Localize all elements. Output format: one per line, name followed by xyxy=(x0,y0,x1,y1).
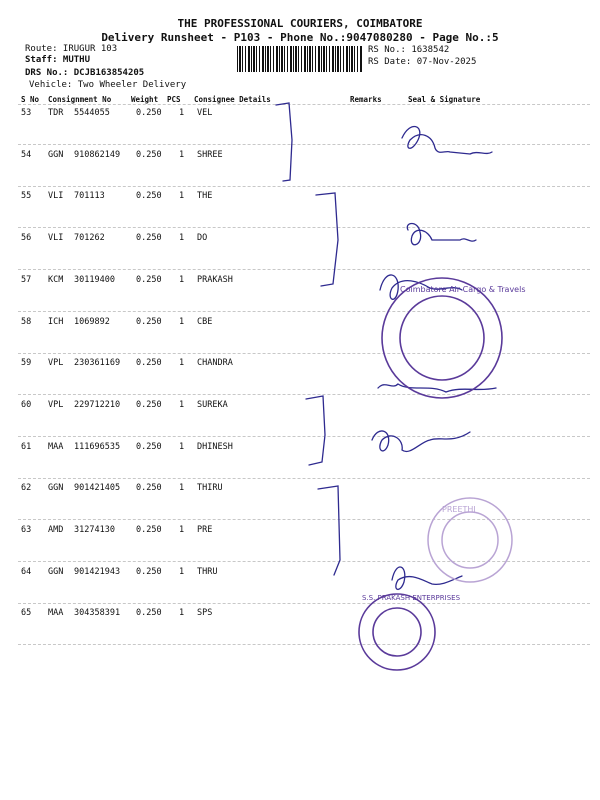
cell-prefix: AMD xyxy=(48,525,64,535)
cell-pcs: 1 xyxy=(179,483,185,494)
col-pcs: PCS xyxy=(167,95,181,104)
cell-consignee: PRAKASH xyxy=(197,274,233,285)
cell-number: 701262 xyxy=(74,233,105,244)
cell-number: 111696535 xyxy=(74,441,121,452)
cell-prefix: VPL xyxy=(48,399,64,410)
col-weight: Weight xyxy=(131,95,159,104)
cell-prefix: ICH xyxy=(48,316,64,327)
cell-number: 910862149 xyxy=(74,149,121,160)
cell-consignee: PRE xyxy=(197,525,213,535)
cell-prefix: MAA xyxy=(48,441,64,452)
cell-sno: 53 xyxy=(21,108,32,118)
stamp-ring xyxy=(442,512,498,568)
cell-sno: 59 xyxy=(21,358,32,369)
col-consignee: Consignee Details xyxy=(194,95,271,104)
cell-number: 30119400 xyxy=(74,274,115,285)
cell-weight: 0.250 xyxy=(136,358,162,369)
cell-consignee: CBE xyxy=(197,316,213,327)
cell-consignee: CHANDRA xyxy=(197,358,233,369)
cell-number: 901421405 xyxy=(74,483,121,494)
cell-prefix: VLI xyxy=(48,191,64,202)
runsheet-title: Delivery Runsheet - P103 - Phone No.:9047080280 - Page No.:5 xyxy=(101,31,499,44)
cell-prefix: VLI xyxy=(48,233,64,244)
cell-number: 304358391 xyxy=(74,608,121,619)
cell-weight: 0.250 xyxy=(136,149,162,160)
cell-pcs: 1 xyxy=(179,441,185,452)
cell-prefix: KCM xyxy=(48,274,64,285)
cell-pcs: 1 xyxy=(179,191,185,202)
cell-weight: 0.250 xyxy=(136,191,162,202)
vehicle-label: Vehicle: Two Wheeler Delivery xyxy=(29,80,187,90)
cell-pcs: 1 xyxy=(179,316,185,327)
cell-prefix: GGN xyxy=(48,149,64,160)
col-seal: Seal & Signature xyxy=(408,95,481,104)
cell-number: 1069892 xyxy=(74,316,110,327)
cell-weight: 0.250 xyxy=(136,399,162,410)
cell-sno: 61 xyxy=(21,441,32,452)
stamp-2-text: PREETHI xyxy=(442,505,476,514)
cell-number: 229712210 xyxy=(74,399,121,410)
bracket-mark xyxy=(276,103,292,181)
cell-sno: 58 xyxy=(21,316,32,327)
stamp-1 xyxy=(382,278,502,398)
cell-pcs: 1 xyxy=(179,525,185,535)
cell-sno: 60 xyxy=(21,399,32,410)
cell-sno: 65 xyxy=(21,608,32,619)
bracket-mark xyxy=(306,396,325,465)
cell-pcs: 1 xyxy=(179,108,185,118)
cell-sno: 62 xyxy=(21,483,32,494)
cell-consignee: SUREKA xyxy=(197,399,228,410)
cell-sno: 56 xyxy=(21,233,32,244)
drs-label: DRS No.: DCJB163854205 xyxy=(25,68,145,78)
cell-weight: 0.250 xyxy=(136,274,162,285)
cell-weight: 0.250 xyxy=(136,441,162,452)
cell-number: 701113 xyxy=(74,191,105,202)
signature xyxy=(372,431,470,452)
cell-weight: 0.250 xyxy=(136,108,162,118)
bracket-mark xyxy=(316,193,338,286)
cell-prefix: VPL xyxy=(48,358,64,369)
cell-consignee: THIRU xyxy=(197,483,223,494)
cell-pcs: 1 xyxy=(179,233,185,244)
cell-consignee: THRU xyxy=(197,566,218,577)
route-label: Route: IRUGUR 103 xyxy=(25,44,118,54)
cell-number: 5544055 xyxy=(74,108,110,118)
stamp-ring xyxy=(359,594,435,670)
cell-consignee: DHINESH xyxy=(197,441,233,452)
rs-number: RS No.: 1638542 xyxy=(368,45,450,55)
cell-number: 230361169 xyxy=(74,358,121,369)
stamp-ring xyxy=(400,296,484,380)
signature xyxy=(402,126,492,154)
cell-sno: 54 xyxy=(21,149,32,160)
cell-consignee: SHREE xyxy=(197,149,223,160)
cell-pcs: 1 xyxy=(179,608,185,619)
stamp-1-text: Coimbatore Air Cargo & Travels xyxy=(400,285,526,294)
stamp-ring xyxy=(373,608,421,656)
cell-sno: 64 xyxy=(21,566,32,577)
cell-prefix: GGN xyxy=(48,566,64,577)
cell-prefix: MAA xyxy=(48,608,64,619)
stamp-3 xyxy=(359,594,435,670)
bracket-mark xyxy=(318,486,340,575)
cell-weight: 0.250 xyxy=(136,525,162,535)
stamp-3-text: S.S. PRAKASH ENTERPRISES xyxy=(362,594,461,602)
cell-weight: 0.250 xyxy=(136,608,162,619)
cell-sno: 63 xyxy=(21,525,32,535)
cell-consignee: SPS xyxy=(197,608,213,619)
signature xyxy=(407,224,476,245)
cell-pcs: 1 xyxy=(179,399,185,410)
cell-number: 901421943 xyxy=(74,566,121,577)
cell-sno: 57 xyxy=(21,274,32,285)
company-title: THE PROFESSIONAL COURIERS, COIMBATORE xyxy=(177,17,423,30)
cell-pcs: 1 xyxy=(179,274,185,285)
cell-prefix: TDR xyxy=(48,108,64,118)
cell-sno: 55 xyxy=(21,191,32,202)
staff-label: Staff: MUTHU xyxy=(25,55,91,65)
col-consignment: Consignment No xyxy=(48,95,112,104)
cell-pcs: 1 xyxy=(179,358,185,369)
cell-weight: 0.250 xyxy=(136,483,162,494)
cell-weight: 0.250 xyxy=(136,316,162,327)
col-remarks: Remarks xyxy=(350,95,382,104)
cell-prefix: GGN xyxy=(48,483,64,494)
cell-pcs: 1 xyxy=(179,149,185,160)
cell-weight: 0.250 xyxy=(136,233,162,244)
cell-consignee: VEL xyxy=(197,108,213,118)
cell-pcs: 1 xyxy=(179,566,185,577)
cell-consignee: THE xyxy=(197,191,213,202)
cell-consignee: DO xyxy=(197,233,208,244)
col-sno: S No xyxy=(21,95,40,104)
cell-weight: 0.250 xyxy=(136,566,162,577)
rs-date: RS Date: 07-Nov-2025 xyxy=(368,57,477,67)
cell-number: 31274130 xyxy=(74,525,115,535)
